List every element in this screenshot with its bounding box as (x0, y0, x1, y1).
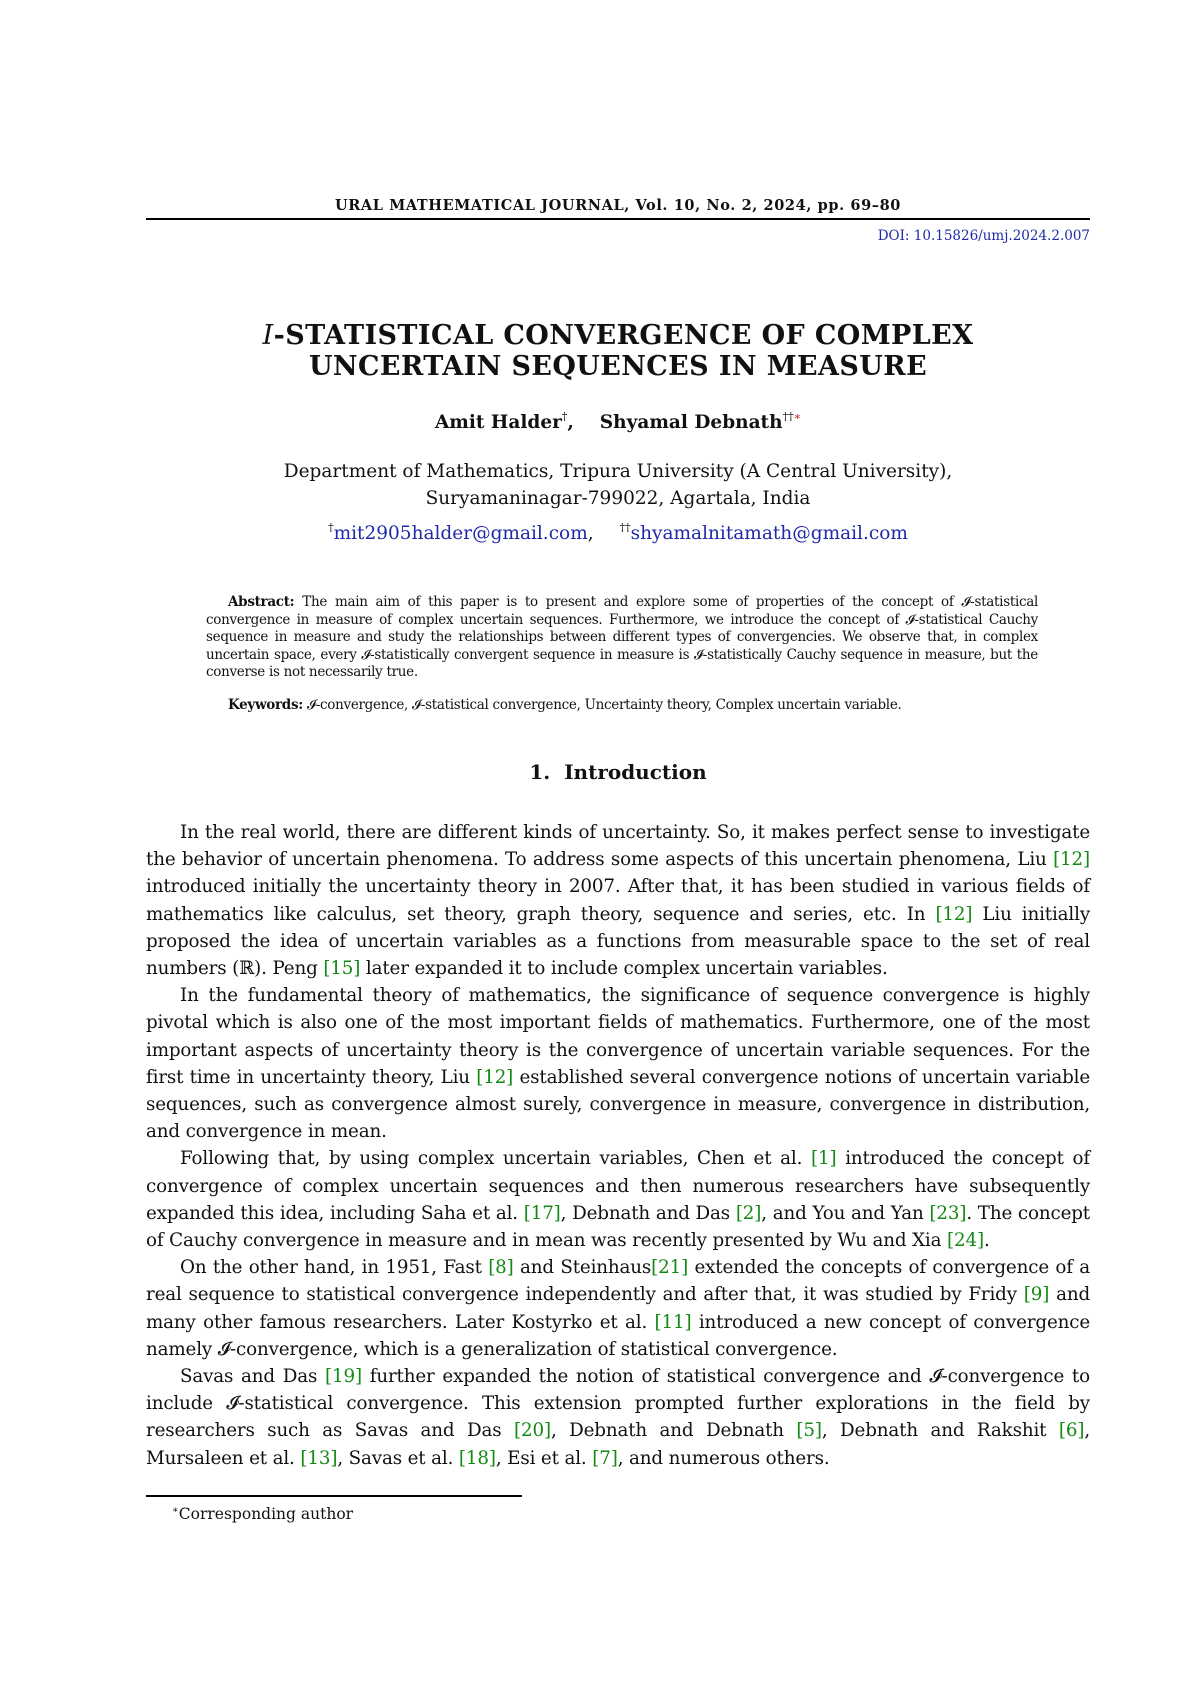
citation-link[interactable]: [19] (325, 1366, 362, 1388)
citation-link[interactable]: [20] (514, 1420, 551, 1442)
paragraph (146, 819, 1090, 982)
citation-link[interactable]: [11] (654, 1311, 692, 1333)
citation-link[interactable]: [17] (523, 1202, 561, 1224)
abstract-label: Abstract: (228, 594, 295, 610)
paragraph-text: . The concept of Cauchy convergence in measure and in mean was recently presented by Wu and Xia (146, 1202, 1090, 1252)
paragraph-text: In the real world, there are different kinds of uncertainty. So, it makes perfect sense to investigate the behavior of uncertain phenomena. To address some aspects of this uncertain phenomena, Liu (146, 822, 1090, 871)
paragraph-text: In the fundamental theory of mathematics, the significance of sequence convergence is highly pivotal which is also one of the most important fields of mathematics. Furthermore, one of the most important aspects of uncertainty theory is the convergence of uncertain variable sequences. For the first time in uncertainty theory, Liu (146, 985, 1090, 1088)
corresponding-author-mark: ∗ (793, 410, 802, 423)
citation-link[interactable]: [23] (929, 1202, 967, 1224)
abstract-text: The main aim of this paper is to present and explore some of properties of the concept of 𝓘-statistical convergence in measure of complex uncertain sequences. Furthermore, we introduce the concept of 𝓘-statistical Cauchy sequence in measure and study the relationships between different types of convergencies. We observe that, in complex uncertain space, every 𝓘-statistically convergent sequence in measure is 𝓘-statistically Cauchy sequence in measure, but the converse is not necessarily true. (206, 594, 1038, 680)
paragraph-text: On the other hand, in 1951, Fast (180, 1257, 489, 1279)
author-1-name: Amit Halder (434, 412, 562, 433)
citation-link[interactable]: [24] (947, 1230, 984, 1252)
section-heading (146, 760, 1090, 784)
citation-link[interactable]: [12] (935, 903, 973, 925)
citation-link[interactable]: [9] (1023, 1284, 1050, 1306)
journal-header: URAL MATHEMATICAL JOURNAL, Vol. 10, No. 2, 2024, pp. 69–80 (335, 197, 901, 214)
affiliation (146, 458, 1090, 512)
paragraph (146, 1363, 1090, 1472)
paragraph-text: introduced the concept of convergence of complex uncertain sequences and then numerous researchers have subsequently expanded this idea, including Saha et al. (146, 1148, 1090, 1224)
title-line-1 (146, 320, 1090, 351)
title-symbol: I (262, 320, 274, 351)
section-title: Introduction (564, 760, 707, 784)
author-emails: †mit2905halder@gmail.com, ††shyamalnitamath@gmail.com (328, 521, 908, 544)
citation-link[interactable]: [12] (1053, 849, 1090, 871)
header-rule (146, 218, 1090, 220)
title-line-1-text: -STATISTICAL CONVERGENCE OF COMPLEX (273, 320, 974, 351)
citation-link[interactable]: [7] (592, 1447, 618, 1469)
paragraph-text: , Esi et al. (495, 1447, 593, 1469)
citation-link[interactable]: [21] (651, 1257, 689, 1279)
paragraph-text: extended the concepts of convergence of a real sequence to statistical convergence independently and after that, it was studied by Fridy (146, 1257, 1090, 1306)
paragraph-text: . (983, 1230, 990, 1252)
title-line-2: UNCERTAIN SEQUENCES IN MEASURE (308, 351, 928, 382)
email-2-link[interactable]: shyamalnitamath@gmail.com (630, 523, 908, 544)
paragraph-text: later expanded it to include complex uncertain variables. (360, 958, 888, 980)
keywords-label: Keywords: (228, 697, 303, 713)
paragraph-text: introduced initially the uncertainty theory in 2007. After that, it has been studied in various fields of mathematics like calculus, set theory, graph theory, sequence and series, etc. In (146, 876, 1090, 925)
author-2-name: Shyamal Debnath (599, 412, 783, 433)
paragraph-text: , Debnath and Rakshit (821, 1420, 1059, 1442)
author-1-mark: † (561, 410, 568, 423)
citation-link[interactable]: [6] (1058, 1420, 1085, 1442)
affiliation-line-2: Suryamaninagar-799022, Agartala, India (425, 488, 811, 509)
email-1-mark: † (328, 521, 334, 534)
paragraph-text: , and You and Yan (761, 1202, 930, 1224)
email-1-link[interactable]: mit2905halder@gmail.com (333, 523, 588, 544)
footnote-rule (146, 1495, 522, 1497)
keywords-text: 𝓘-convergence, 𝓘-statistical convergence, Uncertainty theory, Complex uncertain variable. (306, 697, 902, 713)
paragraph-text: and Steinhaus (513, 1257, 652, 1279)
paragraph-text: , and numerous others. (617, 1447, 830, 1469)
keywords (206, 697, 1038, 715)
citation-link[interactable]: [13] (300, 1447, 338, 1469)
abstract (206, 594, 1038, 682)
author-2-mark: †† (782, 410, 794, 423)
footnote (172, 1505, 353, 1523)
paragraph-text: , Mursaleen et al. (146, 1420, 1090, 1469)
paragraph-text: Following that, by using complex uncertain variables, Chen et al. (180, 1148, 812, 1170)
footnote-mark: ∗ (172, 1505, 179, 1516)
paragraph (146, 1145, 1090, 1254)
introduction-body (146, 819, 1090, 1472)
paragraph (146, 1254, 1090, 1363)
citation-link[interactable]: [1] (811, 1148, 837, 1170)
paragraph-text: established several convergence notions of uncertain variable sequences, such as convergence almost surely, convergence in measure, convergence in distribution, and convergence in mean. (146, 1066, 1090, 1143)
paragraph-text: Savas and Das (180, 1366, 325, 1388)
paper-title (146, 320, 1090, 382)
email-2-mark: †† (619, 521, 631, 534)
citation-link[interactable]: [8] (488, 1257, 514, 1279)
paragraph-text: introduced a new concept of convergence namely 𝓘-convergence, which is a generalization of statistical convergence. (146, 1311, 1090, 1360)
author-list: Amit Halder†, Shyamal Debnath††∗ (434, 410, 802, 433)
paragraph (146, 982, 1090, 1145)
citation-link[interactable]: [12] (476, 1066, 514, 1088)
paragraph-text: , Debnath and Das (560, 1202, 736, 1224)
paragraph-text: and many other famous researchers. Later Kostyrko et al. (146, 1284, 1090, 1333)
citation-link[interactable]: [18] (458, 1447, 496, 1469)
affiliation-line-1: Department of Mathematics, Tripura University (A Central University), (283, 461, 953, 482)
citation-link[interactable]: [2] (735, 1202, 762, 1224)
paragraph-text: , Debnath and Debnath (550, 1420, 797, 1442)
paragraph-text: , Savas et al. (337, 1447, 459, 1469)
section-number: 1. (529, 760, 551, 784)
doi-link[interactable]: DOI: 10.15826/umj.2024.2.007 (877, 228, 1090, 244)
citation-link[interactable]: [15] (323, 958, 361, 980)
citation-link[interactable]: [5] (796, 1420, 822, 1442)
footnote-text: Corresponding author (178, 1505, 354, 1523)
paragraph-text: Liu initially proposed the idea of uncertain variables as a functions from measurable space to the set of real numbers (ℝ). Peng (146, 903, 1090, 980)
paragraph-text: further expanded the notion of statistical convergence and 𝓘-convergence to include 𝓘-statistical convergence. This extension prompted further explorations in the field by researchers such as Savas and Das (146, 1366, 1090, 1442)
